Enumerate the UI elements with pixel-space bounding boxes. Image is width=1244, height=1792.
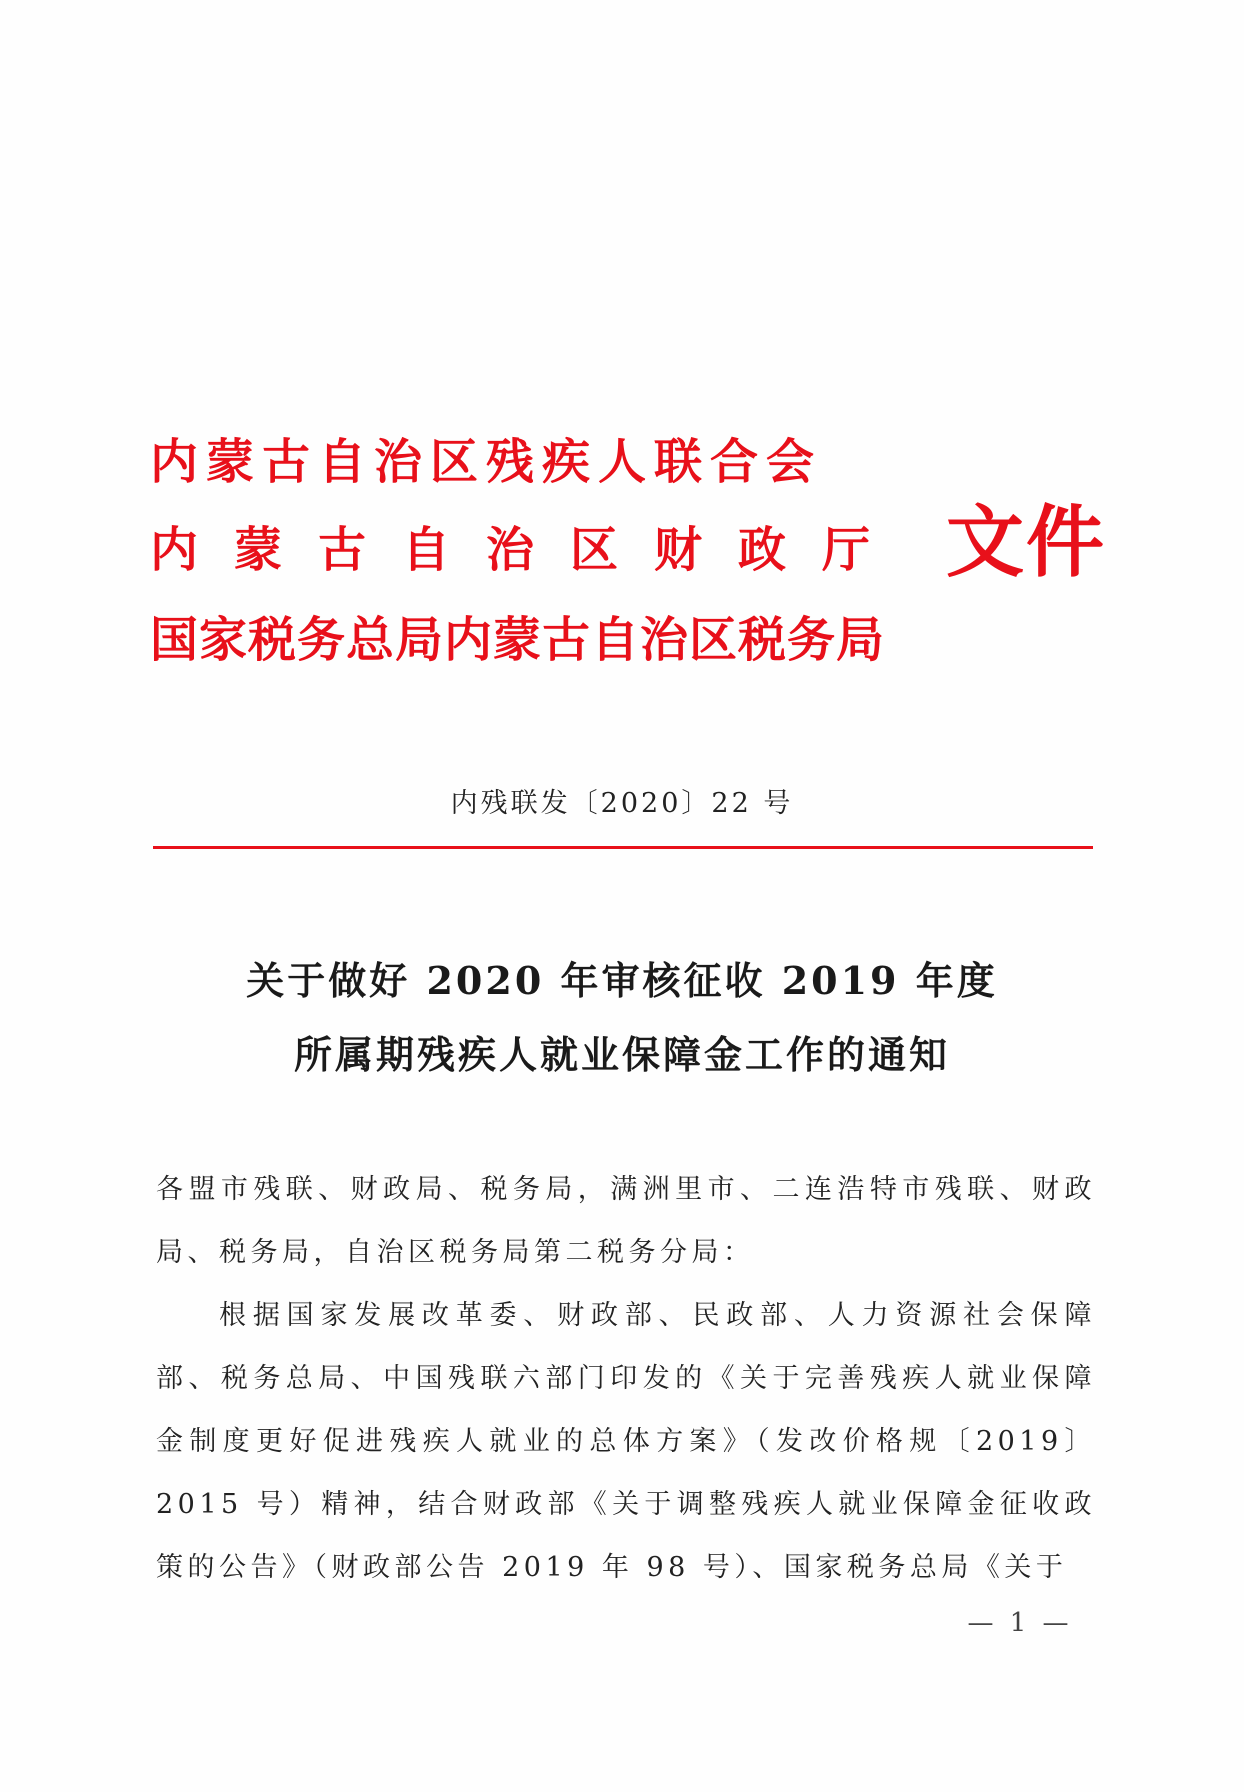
salutation xyxy=(156,1158,1096,1284)
notice-title-line-1: 关于做好 2020 年审核征收 2019 年度 xyxy=(246,958,998,1003)
body-paragraph: 根据国家发展改革委、财政部、民政部、人力资源社会保障部、税务总局、中国残联六部门印发的《关于完善残疾人就业保障金制度更好促进残疾人就业的总体方案》（发改价格规〔2019〕2015 号）精神，结合财政部《关于调整残疾人就业保障金征收政策的公告》（财政部公告 2019 年 98 号）、国家税务总局《关于 xyxy=(156,1300,1096,1583)
document-type-label: 文件 xyxy=(946,497,1107,588)
document-number: 内残联发〔2020〕22 号 xyxy=(450,788,794,819)
issuing-authorities-header xyxy=(150,432,1107,682)
issuer-finance-department: 内蒙古自治区财政厅 xyxy=(150,522,907,578)
red-divider-line xyxy=(153,846,1093,849)
notice-title-line-2: 所属期残疾人就业保障金工作的通知 xyxy=(293,1032,950,1077)
salutation-text: 各盟市残联、财政局、税务局，满洲里市、二连浩特市残联、财政局、税务局，自治区税务局第二税务分局： xyxy=(156,1174,1096,1268)
page-number: — 1 — xyxy=(967,1608,1073,1638)
issuer-disabled-persons-federation: 内蒙古自治区残疾人联合会 xyxy=(150,434,823,490)
issuer-tax-bureau: 国家税务总局内蒙古自治区税务局 xyxy=(150,612,886,668)
body-content xyxy=(156,1284,1096,1599)
